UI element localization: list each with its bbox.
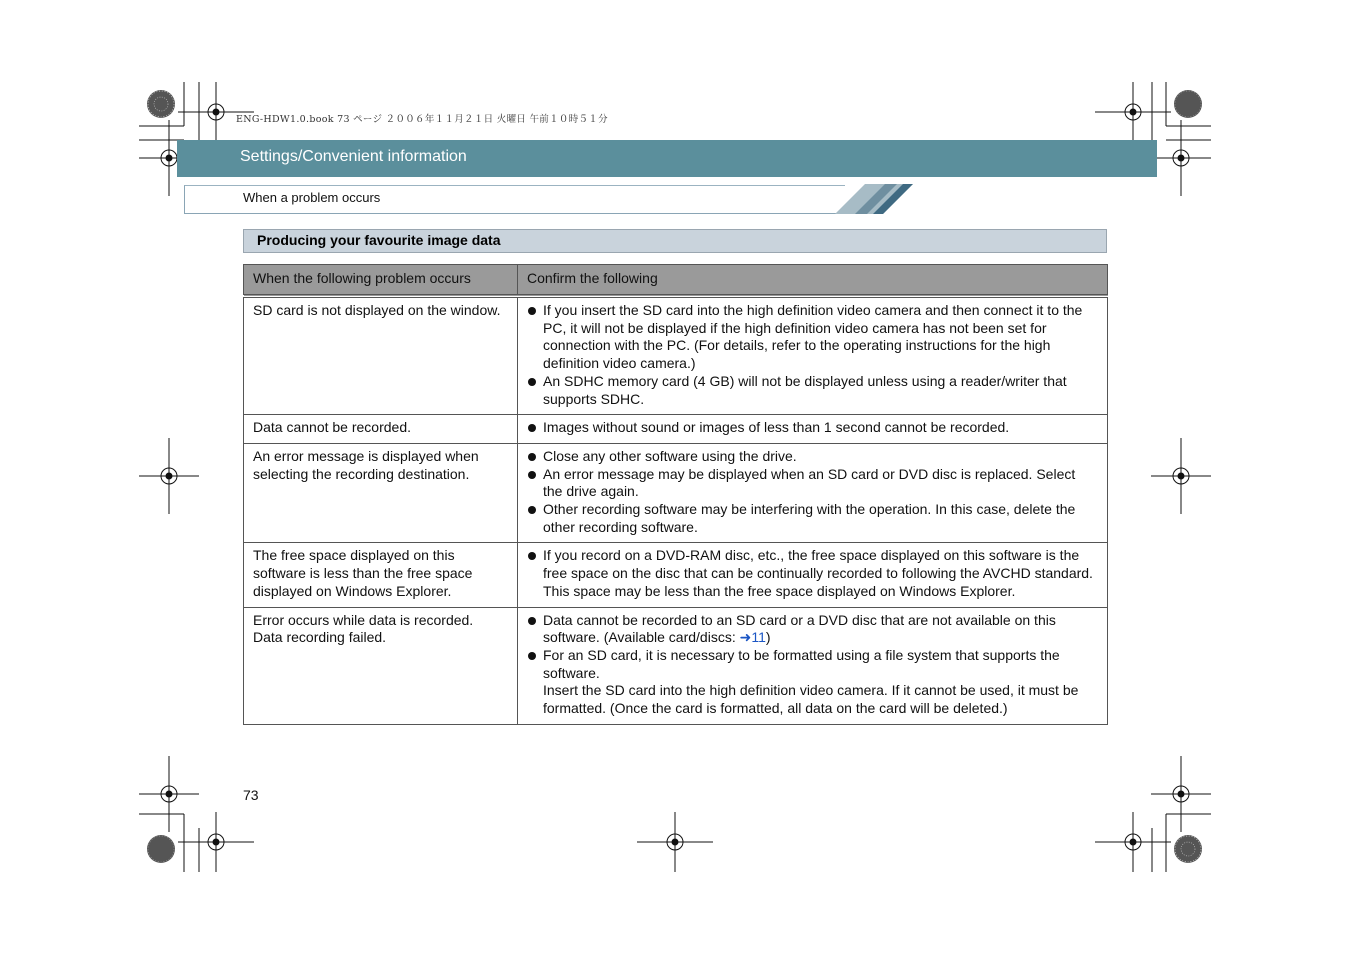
column-header-problem: When the following problem occurs (244, 265, 518, 297)
troubleshooting-table (243, 264, 1108, 725)
problem-line: Error occurs while data is recorded. (253, 611, 474, 628)
list-item: If you insert the SD card into the high definition video camera and then connect it to the PC, it will not be displayed if the high definition video camera has not been set for connection with the PC. (For details, refer to the operating instructions for the high definition video camera.) (527, 302, 1098, 373)
table-row (244, 296, 1108, 415)
confirm-cell (518, 443, 1108, 543)
list-item-text: For an SD card, it is necessary to be formatted using a file system that supports the software. (543, 646, 1060, 681)
table-row (244, 543, 1108, 607)
subheader-stripe (835, 184, 915, 216)
list-item-suffix: ) (765, 629, 771, 646)
page-reference-link[interactable]: ➜11 (739, 629, 766, 646)
list-item: An error message may be displayed when an SD card or DVD disc is replaced. Select the drive again. (527, 466, 1098, 501)
problem-cell: Data cannot be recorded. (244, 415, 518, 444)
problem-cell (244, 607, 518, 724)
page-number: 73 (243, 787, 259, 803)
list-item: Close any other software using the drive. (527, 448, 1098, 466)
problem-cell: The free space displayed on this software is less than the free space displayed on Windows Explorer. (244, 543, 518, 607)
confirm-cell (518, 415, 1108, 444)
page-title: Settings/Convenient information (240, 148, 467, 165)
table-row (244, 443, 1108, 543)
confirm-cell (518, 607, 1108, 724)
table-row (244, 607, 1108, 724)
list-item: If you record on a DVD-RAM disc, etc., the free space displayed on this software is the free space on the disc that can be continually recorded to following the AVCHD standard. This space may be less than the free space displayed on Windows Explorer. (527, 547, 1098, 600)
table-row (244, 415, 1108, 444)
list-item: An SDHC memory card (4 GB) will not be displayed unless using a reader/writer that supports SDHC. (527, 373, 1098, 408)
section-title: Producing your favourite image data (257, 232, 501, 248)
confirm-cell (518, 543, 1108, 607)
list-item (527, 612, 1098, 647)
list-item: Images without sound or images of less than 1 second cannot be recorded. (527, 419, 1098, 437)
list-item (527, 647, 1098, 718)
problem-line: Data recording failed. (253, 629, 387, 646)
list-item: Other recording software may be interfering with the operation. In this case, delete the other recording software. (527, 501, 1098, 536)
confirm-cell (518, 296, 1108, 415)
print-line: ENG-HDW1.0.book 73 ページ ２００６年１１月２１日 火曜日 午前１０時５１分 (236, 114, 608, 125)
table-header-row (244, 265, 1108, 297)
problem-cell: An error message is displayed when selecting the recording destination. (244, 443, 518, 543)
list-item-text: Data cannot be recorded to an SD card or a DVD disc that are not available on this software. (Available card/discs: (543, 611, 1056, 646)
column-header-confirm: Confirm the following (518, 265, 1108, 297)
list-item-text: Insert the SD card into the high definition video camera. If it cannot be used, it must be formatted. (Once the card is formatted, all data on the card will be deleted.) (543, 682, 1079, 717)
problem-cell: SD card is not displayed on the window. (244, 296, 518, 415)
subheader-title: When a problem occurs (243, 190, 381, 205)
